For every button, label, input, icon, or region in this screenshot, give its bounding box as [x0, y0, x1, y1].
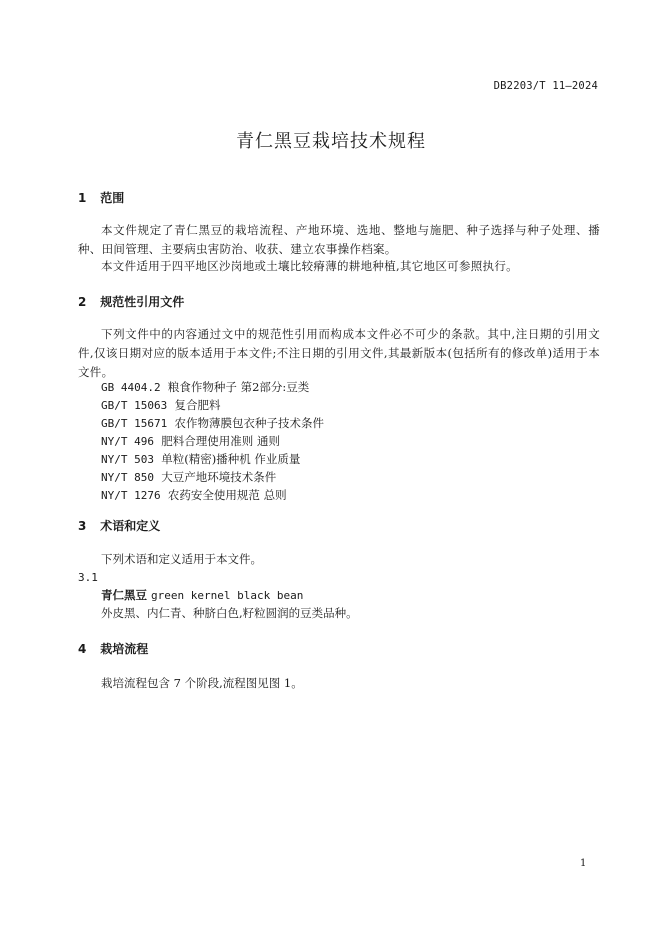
- reference-item: [101, 433, 280, 449]
- reference-code: GB/T 15671: [101, 417, 168, 430]
- reference-item: [101, 397, 221, 413]
- reference-title: 肥料合理使用准则 通则: [161, 434, 280, 448]
- term-english: green kernel black bean: [151, 589, 304, 602]
- reference-item: [101, 451, 300, 467]
- reference-item: [101, 379, 309, 395]
- term-number: 3.1: [78, 571, 98, 584]
- reference-code: NY/T 496: [101, 435, 154, 448]
- reference-title: 农药安全使用规范 总则: [167, 488, 287, 502]
- reference-code: NY/T 850: [101, 471, 154, 484]
- reference-code: GB 4404.2: [101, 381, 161, 394]
- section-1-heading: [78, 189, 124, 206]
- standard-code: DB2203/T 11—2024: [493, 80, 598, 92]
- section-3-heading: [78, 517, 160, 534]
- section-1-paragraph-2: 本文件适用于四平地区沙岗地或土壤比较瘠薄的耕地种植,其它地区可参照执行。: [101, 259, 518, 273]
- document-title: 青仁黑豆栽培技术规程: [236, 131, 426, 152]
- reference-code: GB/T 15063: [101, 399, 168, 412]
- reference-item: [101, 415, 324, 431]
- section-number: 4: [78, 642, 87, 656]
- section-3-paragraph: 下列术语和定义适用于本文件。: [101, 552, 262, 566]
- term-definition: 外皮黑、内仁青、种脐白色,籽粒圆润的豆类品种。: [101, 606, 358, 620]
- section-4-heading: [78, 640, 148, 657]
- reference-title: 单粒(精密)播种机 作业质量: [161, 452, 301, 466]
- section-4-paragraph: 栽培流程包含 7 个阶段,流程图见图 1。: [101, 676, 303, 690]
- reference-title: 大豆产地环境技术条件: [161, 470, 277, 484]
- term-chinese: 青仁黑豆: [101, 588, 147, 602]
- section-title: 范围: [100, 191, 125, 205]
- term-entry: [101, 587, 303, 603]
- section-1-paragraph-1: 本文件规定了青仁黑豆的栽培流程、产地环境、选地、整地与施肥、种子选择与种子处理、播种、田间管理、主要病虫害防治、收获、建立农事操作档案。: [78, 223, 600, 256]
- reference-title: 复合肥料: [174, 398, 221, 412]
- reference-title: 农作物薄膜包衣种子技术条件: [174, 416, 325, 430]
- section-number: 1: [78, 191, 87, 205]
- section-title: 术语和定义: [100, 519, 161, 533]
- section-number: 2: [78, 295, 87, 309]
- section-2-heading: [78, 293, 184, 310]
- section-number: 3: [78, 519, 87, 533]
- reference-code: NY/T 1276: [101, 489, 161, 502]
- reference-item: [101, 469, 276, 485]
- page-number: 1: [580, 858, 587, 869]
- section-title: 栽培流程: [100, 642, 149, 656]
- reference-item: [101, 487, 287, 503]
- section-title: 规范性引用文件: [100, 295, 185, 309]
- section-2-paragraph: 下列文件中的内容通过文中的规范性引用而构成本文件必不可少的条款。其中,注日期的引用文件,仅该日期对应的版本适用于本文件;不注日期的引用文件,其最新版本(包括所有的修改单)适用于本文件。: [78, 327, 600, 379]
- reference-title: 粮食作物种子 第2部分:豆类: [167, 380, 310, 394]
- reference-code: NY/T 503: [101, 453, 154, 466]
